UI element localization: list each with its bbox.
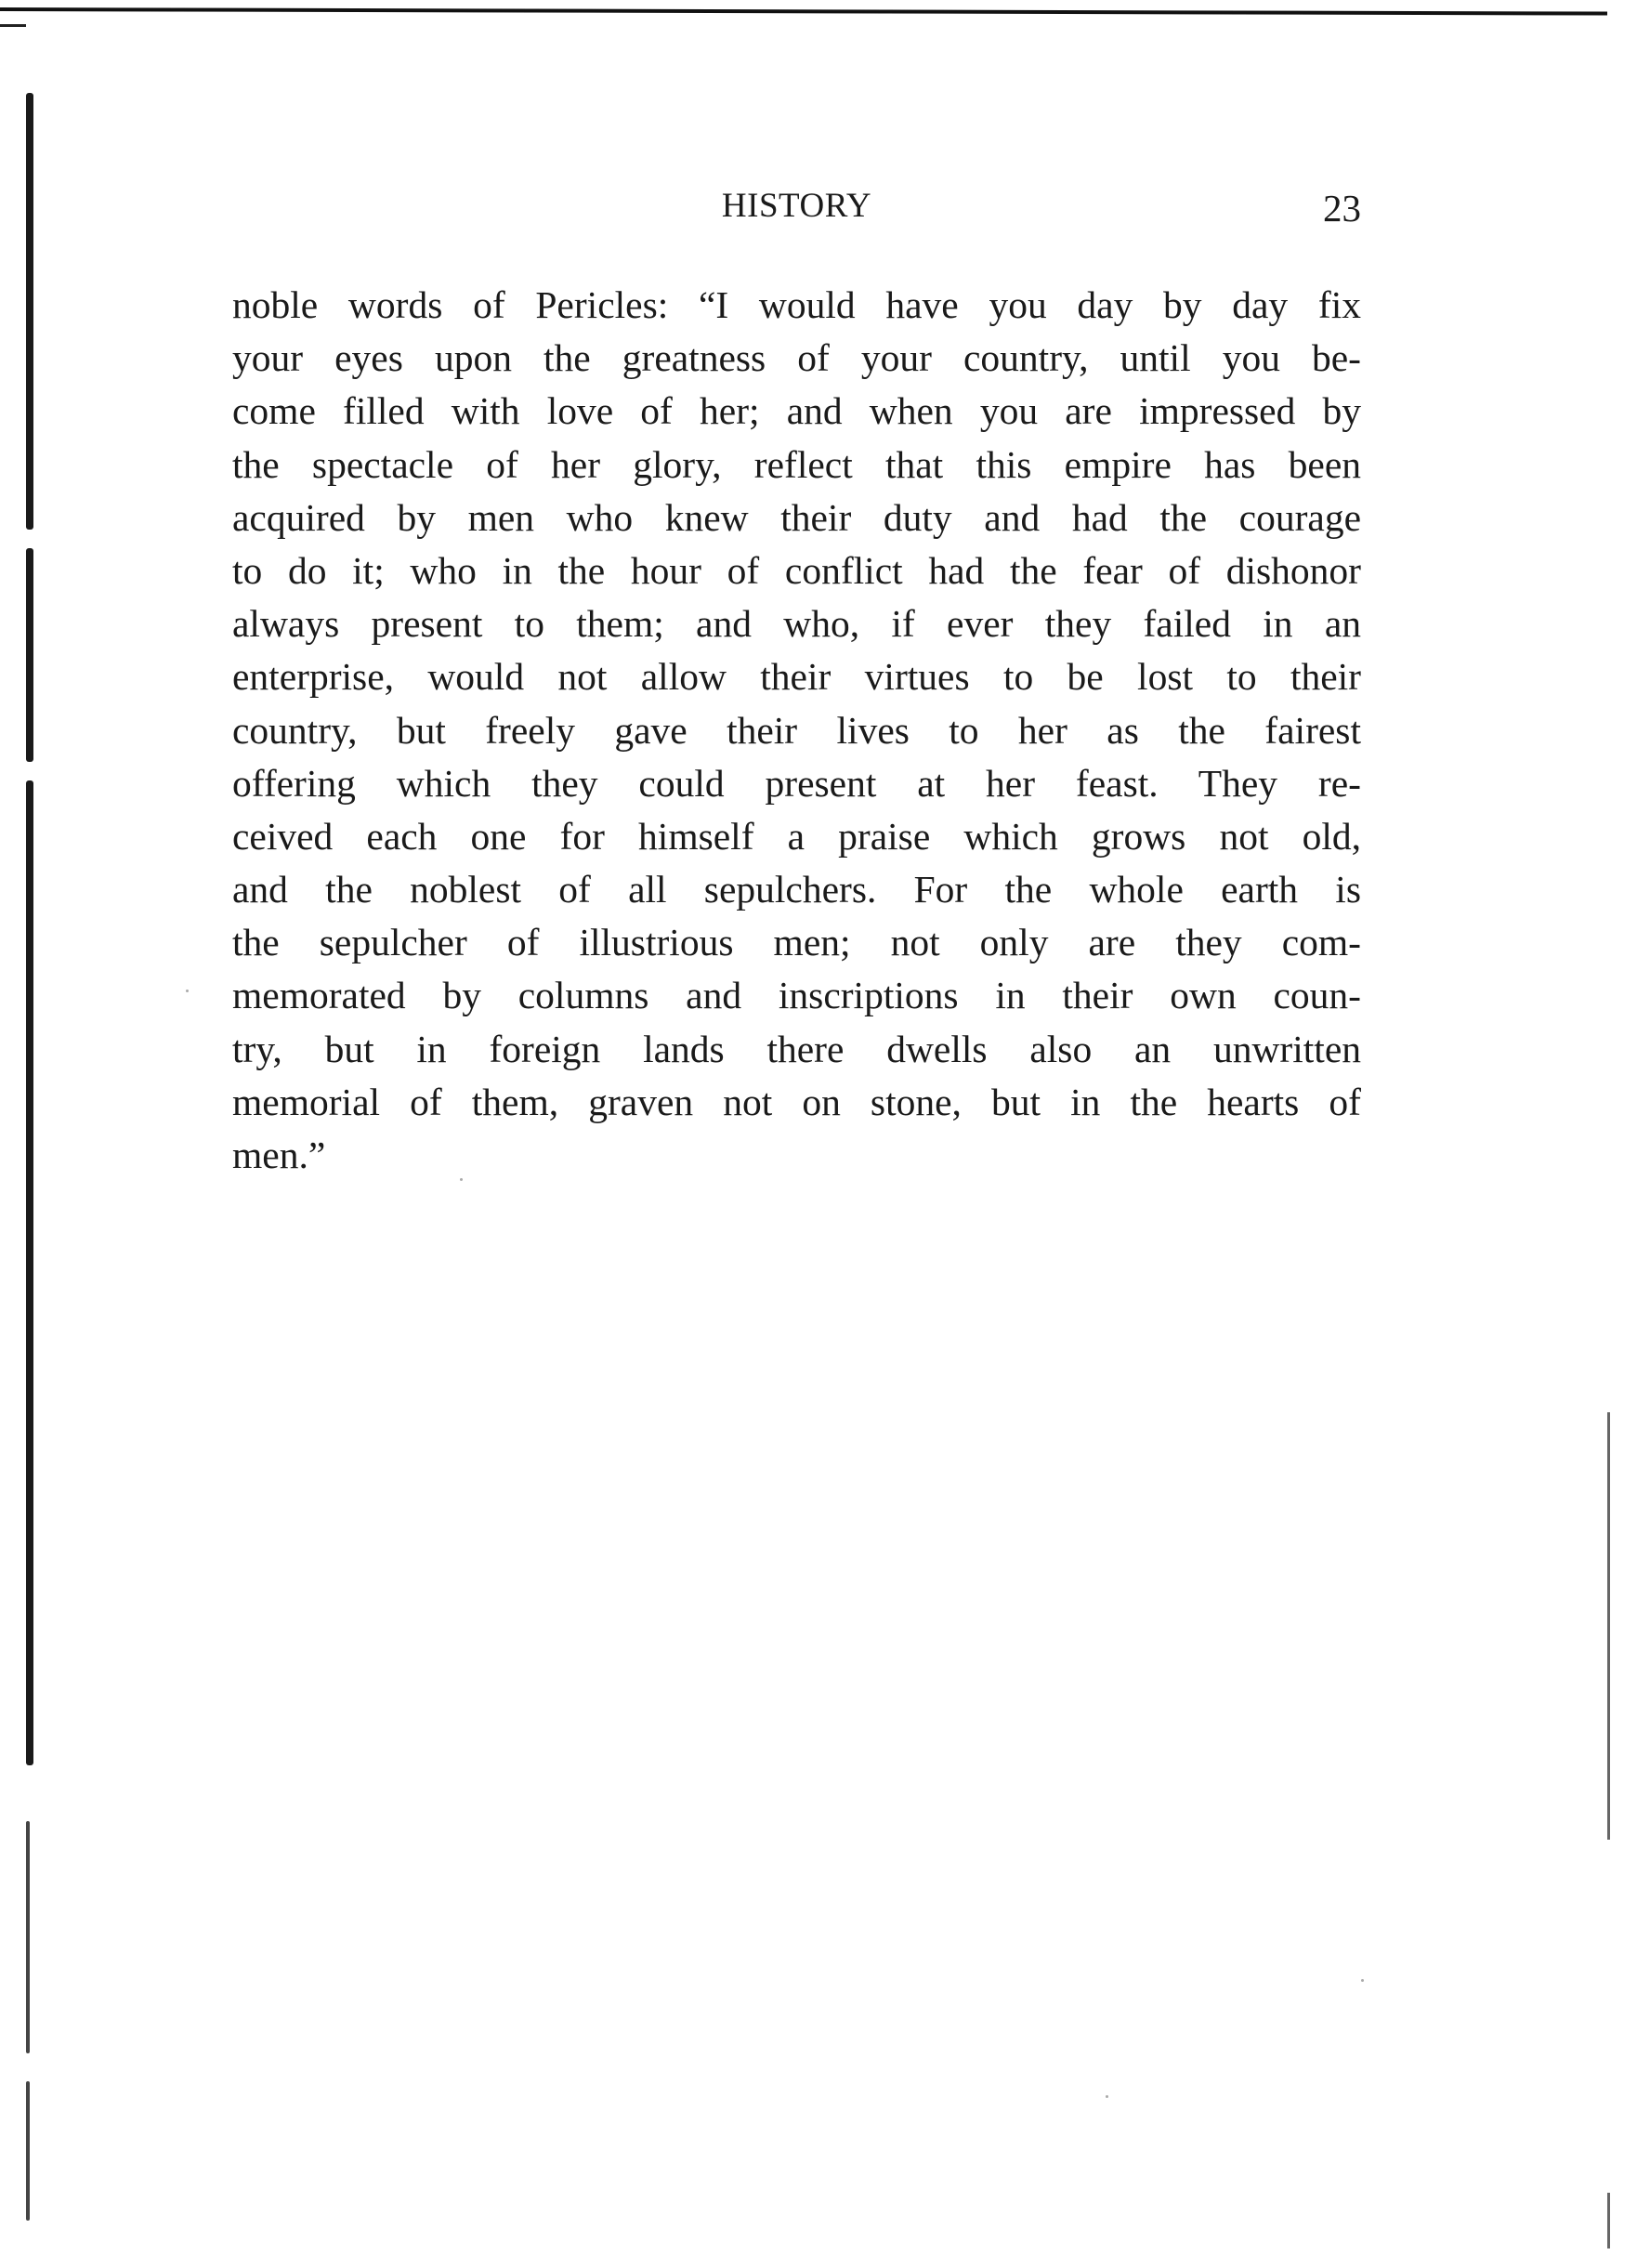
binding-shadow: [26, 548, 33, 762]
right-page-edge: [1607, 2193, 1610, 2248]
binding-shadow: [26, 780, 33, 1765]
text-line: country, but freely gave their lives to her as the fairest: [232, 708, 1361, 752]
text-line: and the noblest of all sepulchers. For the whole earth is: [232, 868, 1361, 911]
text-line: always present to them; and who, if ever they failed in an: [232, 602, 1361, 646]
page-number: 23: [1323, 187, 1361, 229]
text-line: the sepulcher of illustrious men; not only are they com-: [232, 921, 1361, 964]
text-line: memorated by columns and inscriptions in their own coun-: [232, 974, 1361, 1017]
text-line: try, but in foreign lands there dwells also an unwritten: [232, 1027, 1361, 1070]
text-line: ceived each one for himself a praise which grows not old,: [232, 814, 1361, 858]
scan-speck: [186, 990, 189, 992]
page-header: [232, 186, 1361, 242]
text-line: enterprise, would not allow their virtues to be lost to their: [232, 655, 1361, 699]
top-rule: [0, 7, 1607, 16]
binding-shadow: [26, 93, 33, 530]
text-line: men.”: [232, 1134, 326, 1176]
running-head: HISTORY: [721, 187, 872, 225]
text-line: memorial of them, graven not on stone, but in the hearts of: [232, 1080, 1361, 1123]
text-line: the spectacle of her glory, reflect that this empire has been: [232, 442, 1361, 486]
text-line: come filled with love of her; and when you are impressed by: [232, 389, 1361, 433]
binding-shadow: [26, 2081, 30, 2221]
text-line: acquired by men who knew their duty and had the courage: [232, 495, 1361, 539]
scan-speck: [1361, 1979, 1364, 1982]
text-line: to do it; who in the hour of conflict had the fear of dishonor: [232, 548, 1361, 592]
binding-shadow: [26, 1821, 30, 2053]
scan-speck: [1106, 2095, 1108, 2098]
body-paragraph: [232, 279, 1361, 1182]
text-line: noble words of Pericles: “I would have you day by day fix: [232, 283, 1361, 326]
right-page-edge: [1607, 1412, 1610, 1840]
text-line: offering which they could present at her feast. They re-: [232, 761, 1361, 805]
text-line: your eyes upon the greatness of your country, until you be-: [232, 336, 1361, 380]
top-rule-stub: [0, 24, 26, 27]
